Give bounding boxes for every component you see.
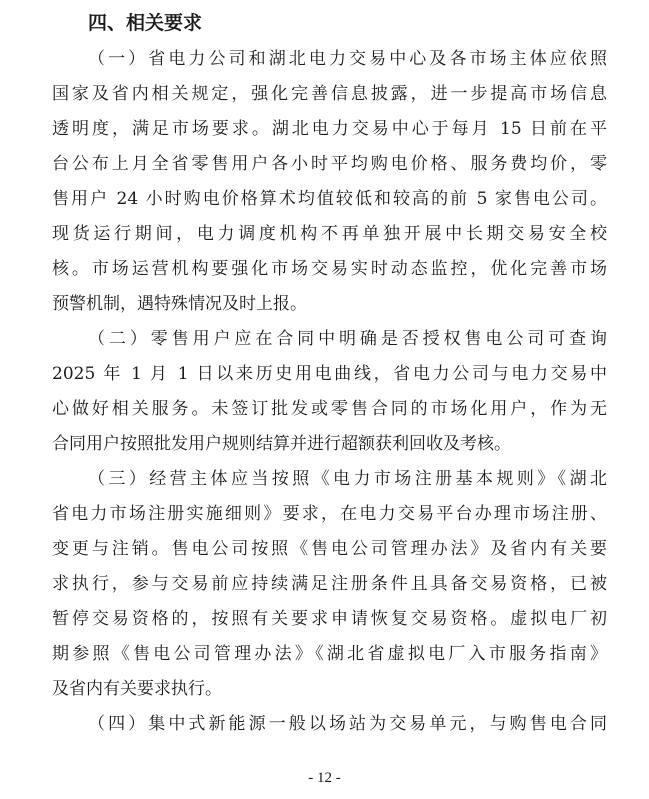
paragraph-2-line-2: 2025 年 1 月 1 日以来历史用电曲线，省电力公司与电力交易中 xyxy=(52,364,607,384)
body-text xyxy=(52,42,607,742)
paragraph-4-line-1: （四）集中式新能源一般以场站为交易单元，与购售电合同 xyxy=(88,714,607,734)
paragraph-1-line-1: （一）省电力公司和湖北电力交易中心及各市场主体应依照 xyxy=(88,49,607,69)
paragraph-2-line-3: 心做好相关服务。未签订批发或零售合同的市场化用户，作为无 xyxy=(52,399,607,419)
page-number: - 12 - xyxy=(308,770,341,786)
paragraph-3-line-5: 暂停交易资格的，按照有关要求申请恢复交易资格。虚拟电厂初 xyxy=(52,609,607,629)
paragraph-1-line-3: 透明度，满足市场要求。湖北电力交易中心于每月 15 日前在平 xyxy=(52,119,607,139)
paragraph-2-line-1: （二）零售用户应在合同中明确是否授权售电公司可查询 xyxy=(88,329,607,349)
paragraph-1-line-7: 核。市场运营机构要强化市场交易实时动态监控，优化完善市场 xyxy=(52,259,607,279)
paragraph-1-line-2: 国家及省内相关规定，强化完善信息披露，进一步提高市场信息 xyxy=(52,84,607,104)
paragraph-1-line-6: 现货运行期间，电力调度机构不再单独开展中长期交易安全校 xyxy=(52,224,607,244)
paragraph-1-line-4: 台公布上月全省零售用户各小时平均购电价格、服务费均价，零 xyxy=(52,154,607,174)
paragraph-3-line-6: 期参照《售电公司管理办法》《湖北省虚拟电厂入市服务指南》 xyxy=(52,644,607,664)
paragraph-3-line-1: （三）经营主体应当按照《电力市场注册基本规则》《湖北 xyxy=(88,469,607,489)
paragraph-1-line-5: 售用户 24 小时购电价格算术均值较低和较高的前 5 家售电公司。 xyxy=(52,189,607,209)
paragraph-1-line-8: 预警机制，遇特殊情况及时上报。 xyxy=(52,294,307,314)
paragraph-3-line-4: 求执行，参与交易前应持续满足注册条件且具备交易资格，已被 xyxy=(52,574,607,594)
paragraph-3-line-3: 变更与注销。售电公司按照《售电公司管理办法》及省内有关要 xyxy=(52,539,607,559)
section-heading: 四、相关要求 xyxy=(88,12,203,34)
paragraph-2-line-4: 合同用户按照批发用户规则结算并进行超额获利回收及考核。 xyxy=(52,434,511,454)
paragraph-3-line-7: 及省内有关要求执行。 xyxy=(52,679,222,699)
paragraph-3-line-2: 省电力市场注册实施细则》要求，在电力交易平台办理市场注册、 xyxy=(52,504,607,524)
